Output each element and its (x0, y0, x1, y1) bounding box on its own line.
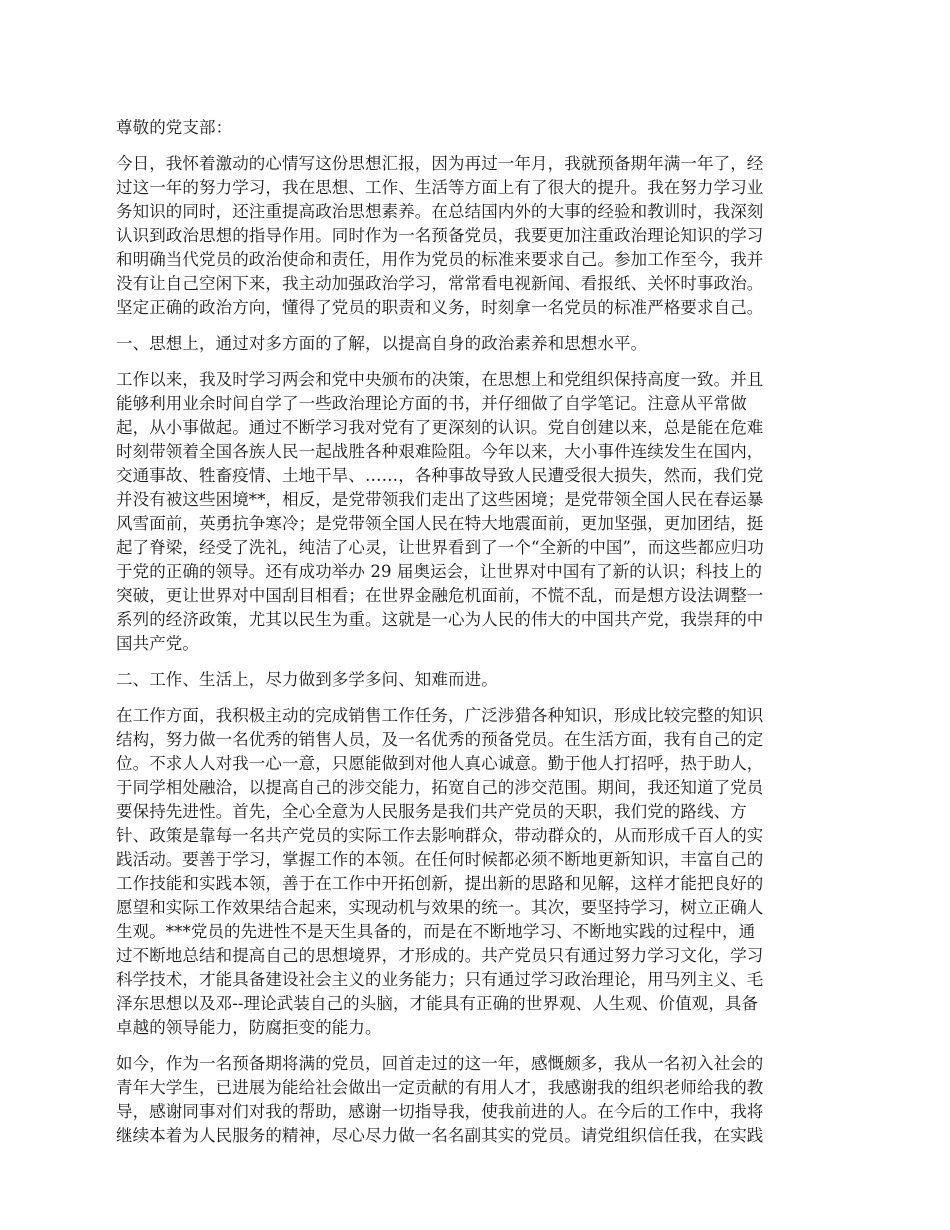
text-line: 位。不求人人对我一心一意，只愿能做到对他人真心诚意。勤于他人打招呼，热于助人， (116, 754, 764, 773)
text-line: 并没有被这些困境**，相反，是党带领我们走出了这些困境；是党带领全国人民在春运暴 (116, 490, 764, 509)
spacer (116, 692, 838, 704)
text-line: 要保持先进性。首先，全心全意为人民服务是我们共产党员的天职，我们党的路线、方 (116, 802, 747, 821)
text-line: 起，从小事做起。通过不断学习我对党有了更深刻的认识。党自创建以来，总是能在危难 (116, 418, 764, 437)
paragraph (116, 1052, 838, 1148)
salutation: 尊敬的党支部： (116, 118, 233, 137)
paragraph (116, 368, 838, 656)
text-line: 卓越的领导能力，防腐拒变的能力。 (116, 1018, 382, 1037)
text-line: 如今，作为一名预备期将满的党员，回首走过的这一年，感慨颇多，我从一名初入社会的 (116, 1054, 764, 1073)
text-line: 践活动。要善于学习，掌握工作的本领。在任何时候都必须不断地更新知识，丰富自己的 (116, 850, 764, 869)
text-line: 系列的经济政策，尤其以民生为重。这就是一心为人民的伟大的中国共产党，我崇拜的中 (116, 610, 764, 629)
text-line: 没有让自己空闲下来，我主动加强政治学习，常常看电视新闻、看报纸、关怀时事政治。 (116, 274, 764, 293)
text-line: 起了脊梁，经受了洗礼，纯洁了心灵，让世界看到了一个“全新的中国”，而这些都应归功 (116, 538, 764, 557)
text-line: 科学技术，才能具备建设社会主义的业务能力；只有通过学习政治理论，用马列主义、毛 (116, 970, 764, 989)
paragraph (116, 668, 838, 692)
text-line: 在工作方面，我积极主动的完成销售工作任务，广泛涉猎各种知识，形成比较完整的知识 (116, 706, 764, 725)
text-line: 风雪面前，英勇抗争寒冷；是党带领全国人民在特大地震面前，更加坚强，更加团结，挺 (116, 514, 764, 533)
text-line: 工作以来，我及时学习两会和党中央颁布的决策，在思想上和党组织保持高度一致。并且 (116, 370, 764, 389)
text-line: 过不断地总结和提高自己的思想境界，才形成的。共产党员只有通过努力学习文化，学习 (116, 946, 764, 965)
spacer (116, 140, 838, 152)
spacer (116, 356, 838, 368)
text-line: 愿望和实际工作效果结合起来，实现动机与效果的统一。其次，要坚持学习，树立正确人 (116, 898, 764, 917)
text-line: 一、思想上，通过对多方面的了解，以提高自身的政治素养和思想水平。 (116, 334, 648, 353)
text-line: 和明确当代党员的政治使命和责任，用作为党员的标准来要求自己。参加工作至今，我并 (116, 250, 764, 269)
text-line: 突破，更让世界对中国刮目相看；在世界金融危机面前，不慌不乱，而是想方设法调整一 (116, 586, 764, 605)
text-line: 于党的正确的领导。还有成功举办 29 届奥运会，让世界对中国有了新的认识；科技上的 (116, 562, 763, 581)
text-line: 泽东思想以及邓--理论武装自己的头脑，才能具有正确的世界观、人生观、价值观，具备 (116, 994, 759, 1013)
paragraph (116, 704, 838, 1040)
paragraph (116, 152, 838, 320)
text-line: 针、政策是靠每一名共产党员的实际工作去影响群众，带动群众的，从而形成千百人的实 (116, 826, 764, 845)
spacer (116, 1040, 838, 1052)
spacer (116, 320, 838, 332)
text-line: 今日，我怀着激动的心情写这份思想汇报，因为再过一年月，我就预备期年满一年了，经 (116, 154, 764, 173)
text-line: 青年大学生，已进展为能给社会做出一定贡献的有用人才，我感谢我的组织老师给我的教 (116, 1078, 764, 1097)
text-line: 工作技能和实践本领，善于在工作中开拓创新，提出新的思路和见解，这样才能把良好的 (116, 874, 764, 893)
text-line: 二、工作、生活上，尽力做到多学多问、知难而进。 (116, 670, 498, 689)
text-line: 于同学相处融洽，以提高自己的涉交能力，拓宽自己的涉交范围。期间，我还知道了党员 (116, 778, 764, 797)
text-line: 结构，努力做一名优秀的销售人员，及一名优秀的预备党员。在生活方面，我有自己的定 (116, 730, 764, 749)
document-body (116, 152, 838, 1148)
spacer (116, 656, 838, 668)
text-line: 导，感谢同事对们对我的帮助，感谢一切指导我，使我前进的人。在今后的工作中，我将 (116, 1102, 764, 1121)
text-line: 时刻带领着全国各族人民一起战胜各种艰难险阻。今年以来，大小事件连续发生在国内， (116, 442, 764, 461)
text-line: 继续本着为人民服务的精神，尽心尽力做一名名副其实的党员。请党组织信任我，在实践 (116, 1126, 764, 1145)
text-line: 交通事故、牲畜疫情、土地干旱、……，各种事故导致人民遭受很大损失，然而，我们党 (116, 466, 764, 485)
text-line: 国共产党。 (116, 634, 199, 653)
text-line: 坚定正确的政治方向，懂得了党员的职责和义务，时刻拿一名党员的标准严格要求自己。 (116, 298, 764, 317)
text-line: 过这一年的努力学习，我在思想、工作、生活等方面上有了很大的提升。我在努力学习业 (116, 178, 764, 197)
text-line: 务知识的同时，还注重提高政治思想素养。在总结国内外的大事的经验和教训时，我深刻 (116, 202, 764, 221)
text-line: 生观。***党员的先进性不是天生具备的，而是在不断地学习、不断地实践的过程中，通 (116, 922, 756, 941)
text-line: 认识到政治思想的指导作用。同时作为一名预备党员，我要更加注重政治理论知识的学习 (116, 226, 764, 245)
paragraph (116, 332, 838, 356)
text-line: 能够利用业余时间自学了一些政治理论方面的书，并仔细做了自学笔记。注意从平常做 (116, 394, 747, 413)
